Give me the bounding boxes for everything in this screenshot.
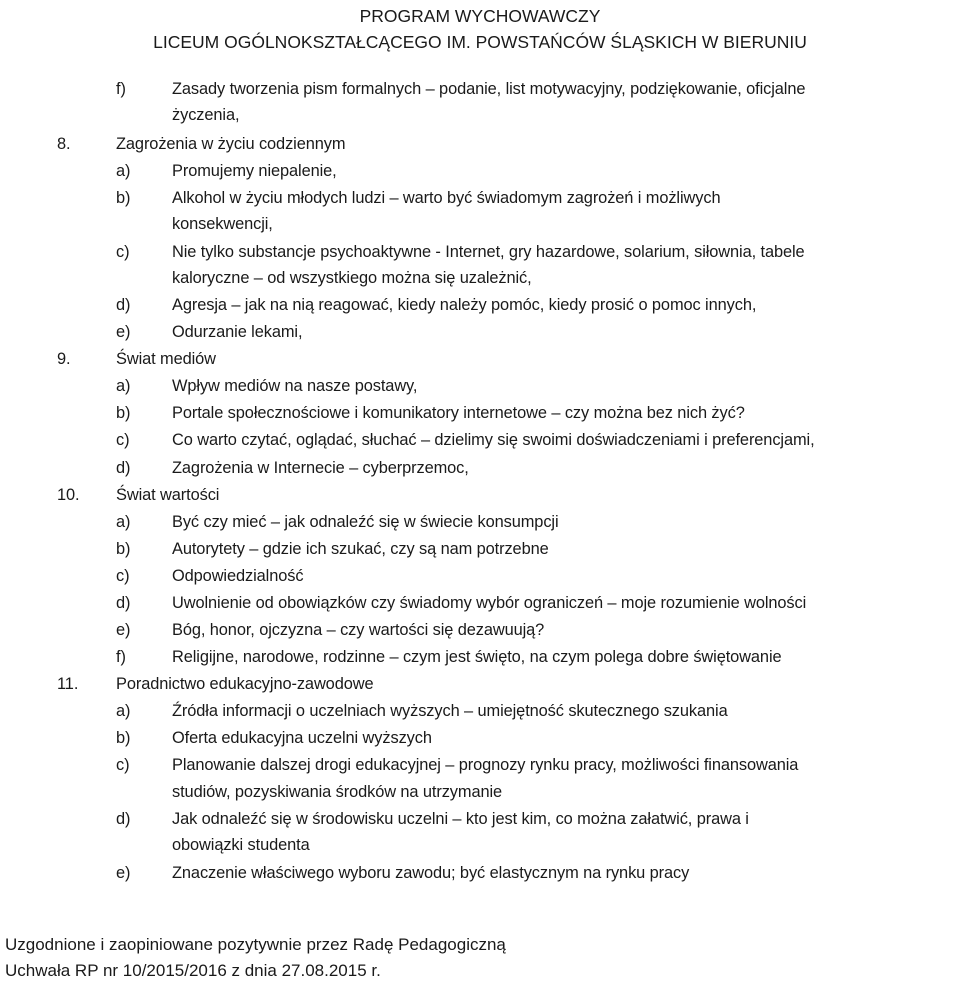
approval-note: Uzgodnione i zaopiniowane pozytywnie przez Radę Pedagogiczną [5,935,506,954]
item-marker: b) [116,404,131,422]
item-marker: c) [116,756,130,774]
item-marker: d) [116,594,131,612]
section-title: Świat mediów [116,350,216,368]
item-marker: b) [116,540,131,558]
item-marker: a) [116,377,131,395]
section-heading [57,133,345,155]
list-item [116,241,805,263]
list-item [116,646,782,668]
list-item-continuation [116,781,502,803]
item-text: Zasady tworzenia pism formalnych – podanie, list motywacyjny, podziękowanie, oficjalne [172,80,806,98]
section-title: Zagrożenia w życiu codziennym [116,135,346,153]
item-text: Być czy mieć – jak odnaleźć się w świecie konsumpcji [172,513,559,531]
list-item-continuation [116,834,310,856]
list-item [116,429,815,451]
list-item [116,700,728,722]
list-item [116,565,303,587]
list-item [116,808,749,830]
list-item [116,457,469,479]
section-heading [57,484,219,506]
item-text: Wpływ mediów na nasze postawy, [172,377,418,395]
item-text: kaloryczne – od wszystkiego można się uzależnić, [172,269,532,287]
program-title: PROGRAM WYCHOWAWCZY [359,6,601,26]
list-item [116,294,756,316]
item-text: Autorytety – gdzie ich szukać, czy są nam potrzebne [172,540,549,558]
item-text: Promujemy niepalenie, [172,162,337,180]
item-text: Źródła informacji o uczelniach wyższych – umiejętność skutecznego szukania [172,702,728,720]
item-marker: c) [116,431,130,449]
item-text: Oferta edukacyjna uczelni wyższych [172,729,432,747]
item-marker: a) [116,702,131,720]
item-text: Religijne, narodowe, rodzinne – czym jest święto, na czym polega dobre świętowanie [172,648,782,666]
item-text: Odpowiedzialność [172,567,304,585]
list-item [116,375,417,397]
list-item-continuation [116,213,273,235]
list-item-continuation [116,267,532,289]
document-header [0,3,960,55]
item-marker: e) [116,323,131,341]
section-title: Poradnictwo edukacyjno-zawodowe [116,675,374,693]
section-number: 10. [57,486,80,504]
item-marker: b) [116,729,131,747]
list-item [116,160,337,182]
item-text: konsekwencji, [172,215,273,233]
item-text: Alkohol w życiu młodych ludzi – warto być świadomym zagrożeń i możliwych [172,189,721,207]
list-item [116,402,745,424]
section-heading [57,348,216,370]
list-item [116,592,806,614]
section-number: 8. [57,135,71,153]
school-name: LICEUM OGÓLNOKSZTAŁCĄCEGO IM. POWSTAŃCÓW ŚLĄSKICH W BIERUNIU [153,32,807,52]
list-item [116,619,544,641]
item-text: Planowanie dalszej drogi edukacyjnej – prognozy rynku pracy, możliwości finansowania [172,756,799,774]
list-item [116,321,302,343]
item-marker: c) [116,243,130,261]
item-marker: d) [116,459,131,477]
item-text: Bóg, honor, ojczyzna – czy wartości się dezawuują? [172,621,545,639]
item-text: Nie tylko substancje psychoaktywne - Internet, gry hazardowe, solarium, siłownia, tabele [172,243,805,261]
item-marker: e) [116,864,131,882]
item-marker: e) [116,621,131,639]
item-text: obowiązki studenta [172,836,310,854]
item-marker: b) [116,189,131,207]
section-number: 11. [57,675,79,693]
list-item-continuation [116,104,239,126]
list-item [116,511,559,533]
section-title: Świat wartości [116,486,220,504]
list-item [116,538,549,560]
item-text: Uwolnienie od obowiązków czy świadomy wybór ograniczeń – moje rozumienie wolności [172,594,807,612]
item-marker: a) [116,513,131,531]
item-text: życzenia, [172,106,240,124]
item-text: Zagrożenia w Internecie – cyberprzemoc, [172,459,469,477]
item-text: Odurzanie lekami, [172,323,303,341]
list-item [116,187,720,209]
item-marker: a) [116,162,131,180]
item-text: studiów, pozyskiwania środków na utrzymanie [172,783,503,801]
list-item [116,78,805,100]
item-marker: f) [116,80,126,98]
resolution-note: Uchwała RP nr 10/2015/2016 z dnia 27.08.2015 r. [5,961,381,980]
item-marker: f) [116,648,126,666]
item-marker: c) [116,567,130,585]
section-heading [57,673,373,695]
item-text: Jak odnaleźć się w środowisku uczelni – kto jest kim, co można załatwić, prawa i [172,810,749,828]
item-marker: d) [116,296,131,314]
item-text: Agresja – jak na nią reagować, kiedy należy pomóc, kiedy prosić o pomoc innych, [172,296,757,314]
section-number: 9. [57,350,71,368]
list-item [116,754,798,776]
item-marker: d) [116,810,131,828]
item-text: Znaczenie właściwego wyboru zawodu; być elastycznym na rynku pracy [172,864,690,882]
item-text: Portale społecznościowe i komunikatory internetowe – czy można bez nich żyć? [172,404,745,422]
list-item [116,727,432,749]
list-item [116,862,689,884]
item-text: Co warto czytać, oglądać, słuchać – dzielimy się swoimi doświadczeniami i preferencjami, [172,431,815,449]
